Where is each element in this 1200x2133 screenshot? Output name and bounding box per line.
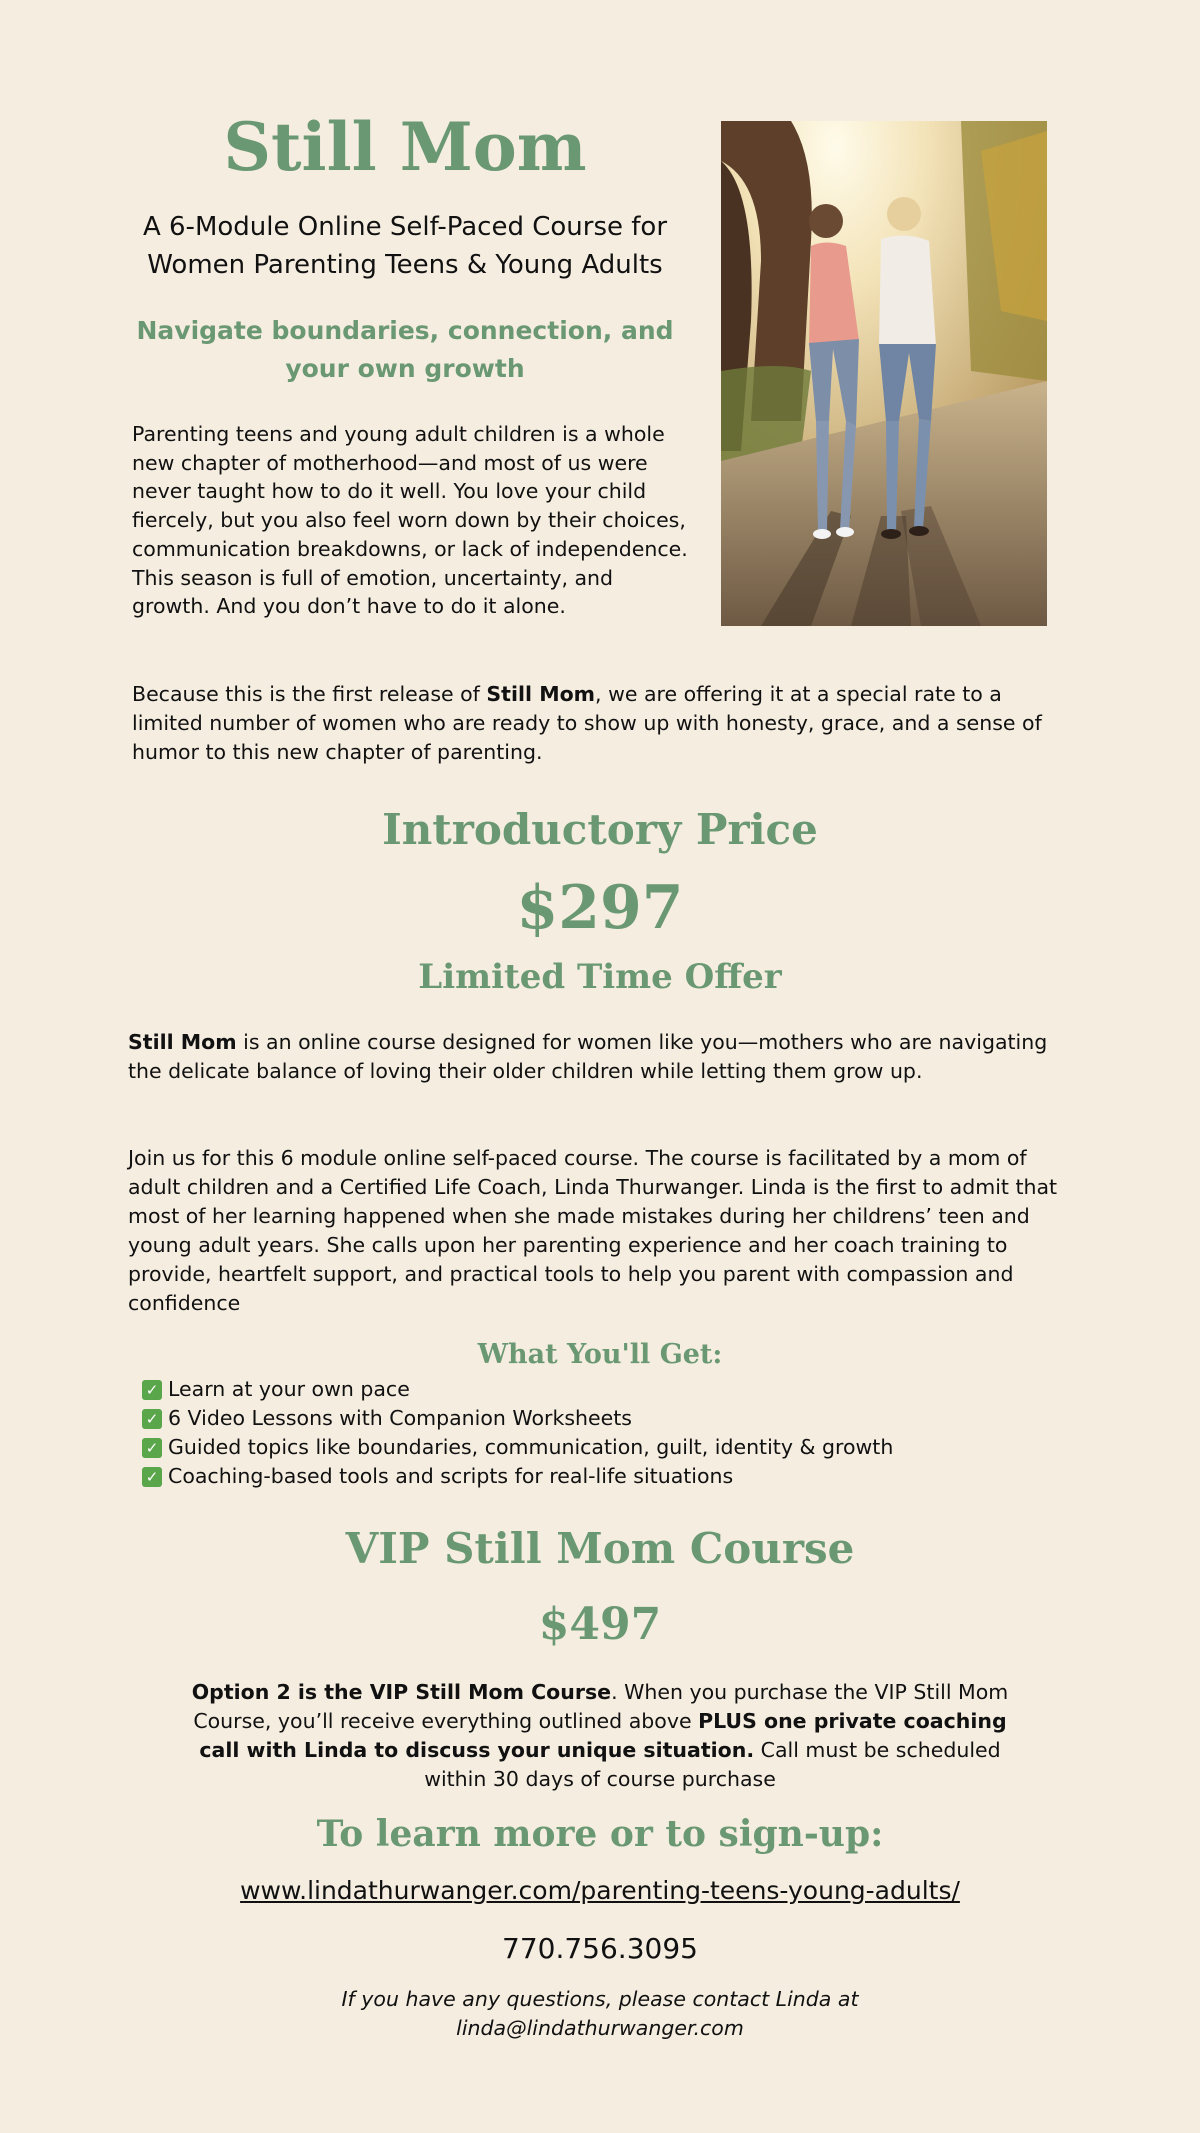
introductory-price-heading: Introductory Price (382, 805, 818, 854)
about-course-name: Still Mom (128, 1030, 237, 1054)
subtitle-line-2: Women Parenting Teens & Young Adults (147, 250, 663, 280)
vip-price: $497 (538, 1599, 662, 1650)
contact-email[interactable]: linda@lindathurwanger.com (456, 2016, 744, 2040)
signup-link[interactable]: www.lindathurwanger.com/parenting-teens-young-adults/ (240, 1876, 960, 1905)
list-item (140, 1375, 1040, 1404)
contact-note (300, 1985, 900, 2043)
list-item (140, 1404, 1040, 1433)
about-paragraph (128, 1028, 1058, 1086)
introductory-price: $297 (516, 873, 684, 943)
contact-line-1: If you have any questions, please contact Linda at (341, 1987, 859, 2011)
vip-description (180, 1678, 1020, 1794)
intro-paragraph: Parenting teens and young adult children is a whole new chapter of motherhood—and most of us were never taught how to do it well. You love your child fiercely, but you also feel worn down by their choices, communication breakdowns, or lack of independence. This season is full of emotion, uncertainty, and growth. And you don’t have to do it alone. (132, 422, 688, 619)
vip-text-1: . When you purchase the VIP Still Mom Course, you’ll receive everything outlined above (193, 1680, 1009, 1733)
course-subtitle (100, 208, 710, 284)
benefit-text: 6 Video Lessons with Companion Worksheets (168, 1406, 632, 1430)
vip-option-label: Option 2 is the VIP Still Mom Course (191, 1680, 612, 1704)
about-text: is an online course designed for women like you—mothers who are navigating the delicate balance of loving their older children while letting them grow up. (128, 1030, 1048, 1083)
check-mark-icon: ✓ (142, 1438, 162, 1458)
phone-number: 770.756.3095 (502, 1932, 698, 1965)
signup-heading: To learn more or to sign-up: (316, 1813, 884, 1855)
subtitle-line-1: A 6-Module Online Self-Paced Course for (142, 212, 668, 242)
benefits-list (140, 1375, 1040, 1491)
tagline: Navigate boundaries, connection, and your own growth (136, 316, 674, 383)
photo-illustration (721, 121, 1047, 626)
check-mark-icon: ✓ (142, 1409, 162, 1429)
page-title: Still Mom (223, 108, 587, 186)
limited-time-offer: Limited Time Offer (418, 957, 782, 997)
benefit-text: Learn at your own pace (168, 1377, 410, 1401)
vip-heading: VIP Still Mom Course (345, 1524, 855, 1573)
benefit-text: Coaching-based tools and scripts for real-life situations (168, 1464, 734, 1488)
mother-daughter-photo (721, 121, 1047, 626)
release-paragraph (132, 680, 1052, 767)
release-course-name: Still Mom (486, 682, 596, 706)
release-text-after: , we are offering it at a special rate to a limited number of women who are ready to show up with honesty, grace, and a sense of humor to this new chapter of parenting. (132, 682, 1042, 764)
release-text-before: Because this is the first release of (132, 682, 487, 706)
check-mark-icon: ✓ (142, 1380, 162, 1400)
list-item (140, 1433, 1040, 1462)
vip-text-2: Call must be scheduled within 30 days of course purchase (424, 1738, 1001, 1791)
list-item (140, 1462, 1040, 1491)
join-paragraph: Join us for this 6 module online self-paced course. The course is facilitated by a mom of adult children and a Certified Life Coach, Linda Thurwanger. Linda is the first to admit that most of her learning happened when she made mistakes during her childrens’ teen and young adult years. She calls upon her parenting experience and her coach training to provide, heartfelt support, and practical tools to help you parent with compassion and confidence (128, 1146, 1058, 1315)
vip-plus-offer: PLUS one private coaching call with Linda to discuss your unique situation. (199, 1709, 1007, 1762)
benefits-heading: What You'll Get: (477, 1339, 723, 1370)
check-mark-icon: ✓ (142, 1467, 162, 1487)
benefit-text: Guided topics like boundaries, communication, guilt, identity & growth (168, 1435, 894, 1459)
